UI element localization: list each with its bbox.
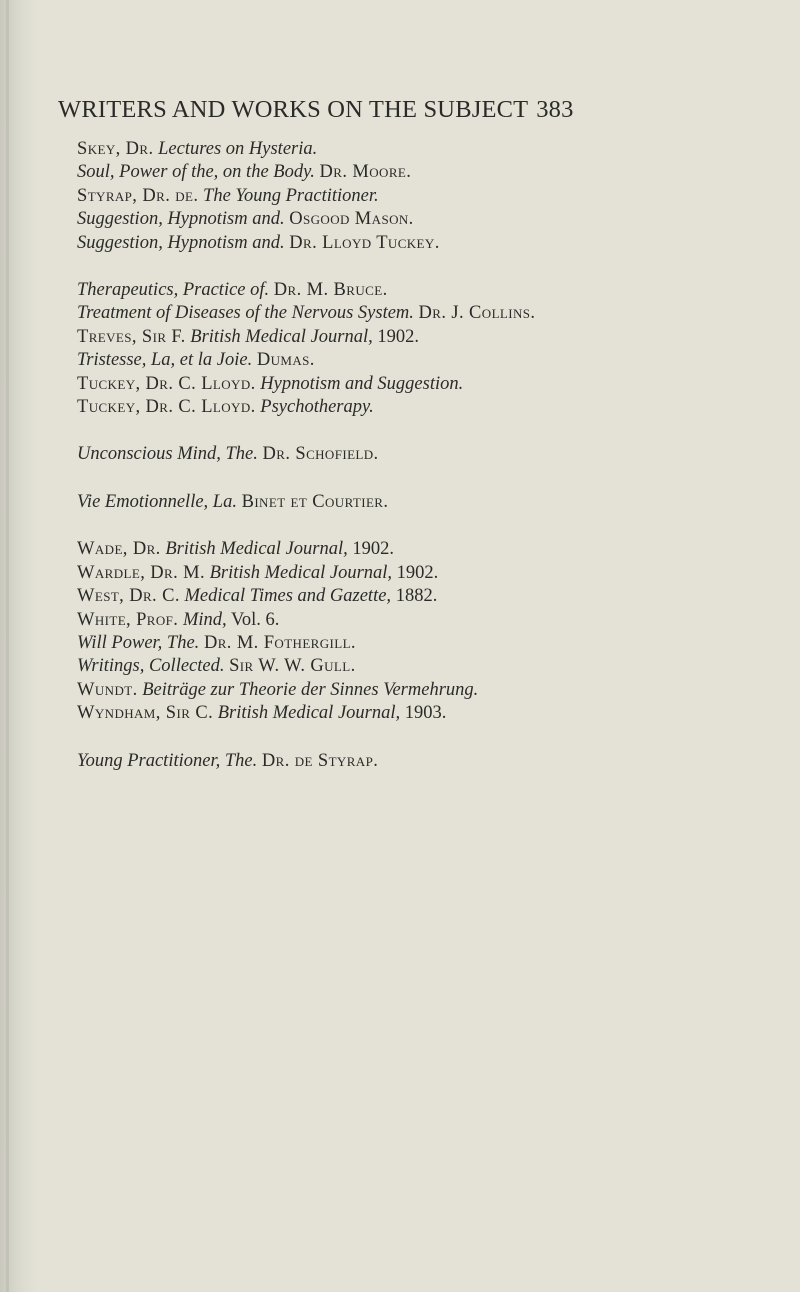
bibliography-entry (77, 185, 777, 208)
bibliography-entry (77, 396, 777, 419)
bibliography-entry (77, 491, 777, 514)
bibliography-entry (77, 208, 777, 231)
bibliography-entry (77, 443, 777, 466)
entry-author: Dumas. (256, 350, 315, 371)
bibliography-entry (77, 232, 777, 255)
entry-title: Treatment of Diseases of the Nervous System. (77, 303, 414, 324)
entry-author: Dr. Lloyd Tuckey. (289, 232, 440, 253)
entry-author: Dr. M. Bruce. (273, 280, 388, 301)
entry-detail: 1902. (352, 539, 394, 560)
entry-title: British Medical Journal, (190, 326, 373, 347)
bibliography-entry (77, 679, 777, 702)
entry-title: Psychotherapy. (260, 397, 374, 418)
entry-title: The Young Practitioner. (203, 185, 379, 206)
entry-title: Will Power, The. (77, 632, 200, 653)
entry-author: Tuckey, Dr. C. Lloyd. (77, 373, 256, 394)
entry-title: British Medical Journal, (217, 703, 401, 724)
entry-title: Therapeutics, Practice of. (77, 280, 270, 301)
entry-title: Beiträge zur Theorie der Sinnes Vermehrung. (142, 679, 479, 700)
entry-title: Vie Emotionnelle, La. (77, 491, 237, 512)
bibliography-entry (77, 585, 777, 608)
bibliography-entry (77, 702, 777, 725)
entry-group (77, 491, 777, 514)
bibliography-entry (77, 161, 777, 184)
entry-title: Suggestion, Hypnotism and. (77, 209, 285, 230)
book-gutter-shadow (0, 0, 38, 1292)
entry-detail: 1903. (404, 703, 447, 724)
entry-author: Dr. M. Fothergill. (203, 632, 356, 653)
entry-title: Young Practitioner, The. (77, 750, 258, 771)
entry-group (77, 750, 777, 773)
bibliography-entry (77, 349, 777, 372)
bibliography-list (77, 138, 777, 797)
bibliography-entry (77, 609, 777, 632)
bibliography-entry (77, 138, 777, 161)
entry-title: British Medical Journal, (165, 539, 348, 560)
entry-group (77, 538, 777, 725)
entry-title: Unconscious Mind, The. (77, 444, 258, 465)
entry-title: Medical Times and Gazette, (184, 586, 392, 607)
entry-author: Tuckey, Dr. C. Lloyd. (77, 397, 256, 418)
entry-title: Tristesse, La, et la Joie. (77, 350, 253, 371)
entry-author: Styrap, Dr. de. (77, 185, 199, 206)
bibliography-entry (77, 373, 777, 396)
bibliography-entry (77, 655, 777, 678)
entry-author: Dr. Schofield. (262, 444, 379, 465)
entry-author: Treves, Sir F. (77, 326, 186, 347)
page-number: 383 (536, 96, 574, 123)
entry-author: West, Dr. C. (77, 586, 180, 607)
entry-title: Hypnotism and Suggestion. (260, 373, 464, 394)
entry-author: Dr. de Styrap. (261, 750, 379, 771)
entry-author: Wardle, Dr. M. (77, 562, 205, 583)
bibliography-entry (77, 302, 777, 325)
entry-author: Wyndham, Sir C. (77, 703, 214, 724)
entry-group (77, 279, 777, 419)
entry-author: White, Prof. (77, 609, 179, 630)
entry-group (77, 443, 777, 466)
entry-author: Wundt. (77, 679, 138, 700)
entry-author: Wade, Dr. (77, 539, 161, 560)
entry-author: Dr. J. Collins. (418, 303, 536, 324)
entry-title: Soul, Power of the, on the Body. (77, 162, 315, 183)
bibliography-entry (77, 562, 777, 585)
entry-title: Mind, (182, 609, 227, 630)
bibliography-entry (77, 279, 777, 302)
bibliography-entry (77, 538, 777, 561)
running-head (58, 96, 778, 124)
entry-author: Skey, Dr. (77, 139, 154, 159)
entry-detail: 1902. (396, 562, 439, 583)
entry-author: Osgood Mason. (289, 209, 414, 230)
entry-title: Lectures on Hysteria. (158, 139, 318, 159)
entry-author: Dr. Moore. (319, 162, 412, 183)
entry-detail: 1882. (395, 586, 438, 607)
entry-detail: 1902. (377, 326, 419, 347)
bibliography-entry (77, 750, 777, 773)
entry-author: Sir W. W. Gull. (229, 656, 356, 677)
entry-title: Writings, Collected. (77, 656, 225, 677)
entry-title: British Medical Journal, (209, 562, 393, 583)
entry-author: Binet et Courtier. (241, 491, 389, 512)
entry-group (77, 138, 777, 255)
entry-detail: Vol. 6. (230, 609, 280, 630)
bibliography-entry (77, 632, 777, 655)
bibliography-entry (77, 326, 777, 349)
entry-title: Suggestion, Hypnotism and. (77, 232, 285, 253)
running-head-title: WRITERS AND WORKS ON THE SUBJECT (58, 96, 528, 123)
